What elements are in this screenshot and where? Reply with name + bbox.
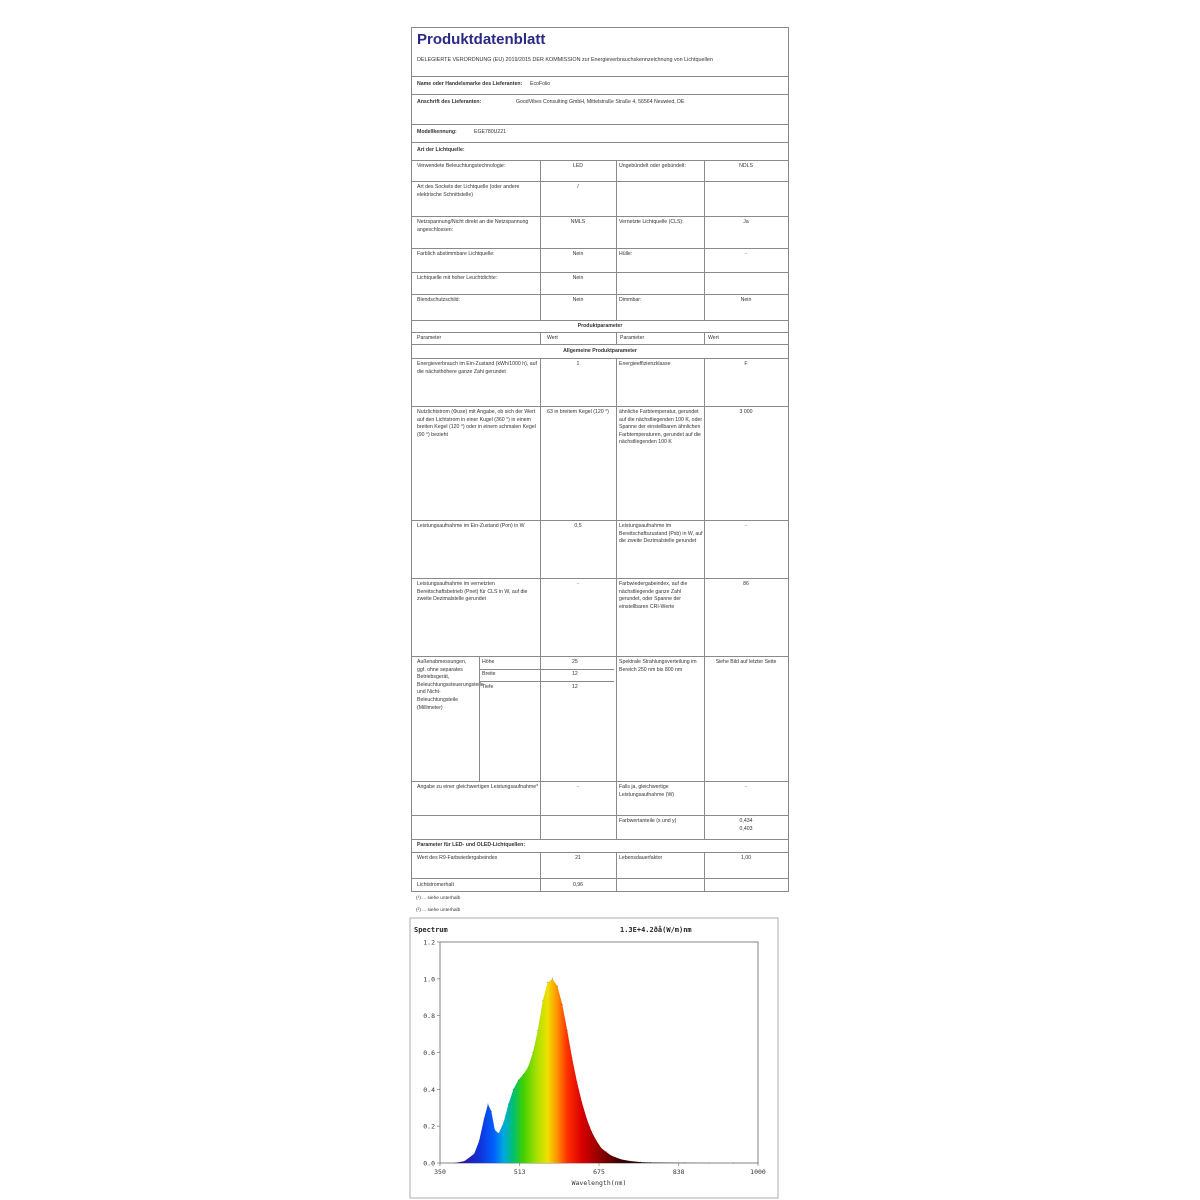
y-tick-label: 1.2: [423, 938, 435, 947]
maintenance-label: Lichtstromerhalt: [417, 882, 454, 888]
y-tick-label: 0.6: [423, 1049, 435, 1057]
param-label: Leistungsaufnahme im Ein-Zustand (Pon) in W: [417, 523, 525, 529]
spectrum-point: [606, 1152, 607, 1153]
spectrum-point: [562, 1004, 563, 1005]
supplier-value: EcoFolio: [530, 81, 551, 87]
param-value: -: [577, 581, 579, 587]
col-divider-2: [616, 160, 617, 320]
type-label: Art des Sockels der Lichtquelle (oder andere elektrische Schnittstelle): [417, 184, 520, 198]
r9-label: Wert des R9-Farbwiedergabeindex: [417, 855, 498, 861]
param-value-2: 86: [743, 581, 749, 587]
spectrum-point: [611, 1155, 612, 1156]
equiv-value: -: [577, 784, 579, 790]
spectrum-point: [518, 1080, 519, 1081]
param-header-w1: Wert: [547, 335, 558, 341]
model-label: Modellkennung:: [417, 129, 457, 135]
type-value: LED: [572, 163, 584, 169]
spectrum-point: [464, 1161, 465, 1162]
y-tick-label: 0.2: [423, 1122, 435, 1131]
type-value: /: [577, 184, 579, 190]
address-label: Anschrift des Lieferanten:: [417, 99, 482, 105]
param-header-p2: Parameter: [620, 335, 645, 341]
dim-height-label: Höhe: [482, 659, 495, 665]
light-type-row: [412, 181, 788, 216]
spectrum-point: [488, 1104, 489, 1105]
y-tick-label: 0.8: [423, 1012, 435, 1021]
equivalent-power-row: [412, 781, 788, 815]
spectrum-point: [709, 1163, 710, 1164]
param-label: Energieverbrauch im Ein-Zustand (kWh/1000 h), auf die nächsthöhere ganze Zahl gerundet: [417, 361, 537, 375]
x-tick-label: 838: [672, 1168, 685, 1176]
sheet-title: Produktdatenblatt: [417, 31, 546, 48]
param-label: Leistungsaufnahme im vernetzten Bereitschaftsbetrieb (Pnet) für CLS in W, auf die zweite Dezimalstelle gerundet: [417, 581, 528, 603]
led-row-r9: [412, 852, 788, 878]
general-header-row: [412, 344, 788, 358]
type-value-2: -: [745, 251, 747, 257]
chromaticity-label: Farbwertanteile (x und y): [619, 818, 677, 824]
product-params-header-row: [412, 320, 788, 332]
col-divider-g2: [616, 358, 617, 656]
light-type-row: [412, 216, 788, 248]
chart-title: Spectrum: [414, 926, 448, 934]
type-label-2: Ungebündelt oder gebündelt:: [619, 163, 686, 169]
spectrum-point: [523, 1074, 524, 1075]
spectrum-point: [577, 1082, 578, 1083]
spectrum-point: [684, 1162, 685, 1163]
spectrum-point: [586, 1118, 587, 1119]
spectrum-point: [596, 1141, 597, 1142]
equiv-label: Angabe zu einer gleichwertigen Leistungsaufnahme*: [417, 784, 539, 790]
param-label-2: Leistungsaufnahme im Bereitschaftszustand (Psb) in W, auf die zweite Dezimalstelle gerundet: [619, 523, 703, 545]
dim-width-label: Breite: [482, 671, 496, 677]
light-type-header: Art der Lichtquelle:: [417, 147, 465, 153]
spectrum-point: [503, 1122, 504, 1123]
maintenance-value: 0,96: [572, 882, 584, 888]
spectrum-point: [498, 1133, 499, 1134]
col-divider-e3: [704, 781, 705, 839]
general-param-row: [412, 520, 788, 578]
param-value-2: 3 000: [739, 409, 753, 415]
chromaticity-row: [412, 815, 788, 839]
spectrum-point: [567, 1030, 568, 1031]
param-label: Nutzlichtstrom (Φuse) mit Angabe, ob sich der Wert auf den Lichtstrom in einer Kugel (360 °) in einem breiten Kegel (120 °) oder in einem schmalen Kegel (90 °) bezieht: [417, 409, 536, 438]
col-divider-3: [704, 160, 705, 320]
led-row-maintenance: [412, 878, 788, 892]
light-type-header-row: [412, 142, 788, 160]
col-divider-l3: [704, 852, 705, 892]
dim-depth-label: Tiefe: [482, 684, 494, 690]
x-tick-label: 513: [513, 1168, 526, 1176]
r9-value: 21: [575, 855, 581, 861]
spectrum-point: [537, 1030, 538, 1031]
col-divider-g1: [540, 358, 541, 656]
spectrum-point: [557, 986, 558, 987]
spectrum-point: [474, 1153, 475, 1154]
spectrum-point: [513, 1089, 514, 1090]
col-divider-d1: [540, 656, 541, 781]
col-divider-e2: [616, 781, 617, 839]
general-header: Allgemeine Produktparameter: [563, 348, 637, 354]
col-divider-d3: [704, 656, 705, 781]
sheet-intro: DELEGIERTE VERORDNUNG (EU) 2019/2015 DER KOMMISSION zur Energieverbrauchskennzeichnung von Lichtquellen: [417, 57, 713, 63]
col-divider-e1: [540, 781, 541, 839]
col-divider-h3: [704, 332, 705, 344]
type-label: Blendschutzschild:: [417, 297, 460, 303]
y-tick-label: 1.0: [423, 975, 435, 984]
type-value-2: Ja: [743, 219, 749, 225]
spectral-value: Siehe Bild auf letzter Seite: [715, 659, 777, 665]
lifetime-value: 1,00: [740, 855, 752, 861]
type-label: Verwendete Beleuchtungstechnologie:: [417, 163, 506, 169]
spectrum-point: [758, 1163, 759, 1164]
type-value: Nein: [572, 297, 584, 303]
spectrum-point: [479, 1141, 480, 1142]
spectrum-point: [491, 1111, 492, 1112]
type-label-2: Hülle:: [619, 251, 633, 257]
light-type-row: [412, 248, 788, 272]
spectrum-point: [528, 1067, 529, 1068]
type-label: Lichtquelle mit hoher Leuchtdichte:: [417, 275, 498, 281]
spectrum-point: [454, 1163, 455, 1164]
col-divider-h1: [540, 332, 541, 344]
spectrum-point: [621, 1159, 622, 1160]
spectrum-point: [660, 1162, 661, 1163]
type-label: Netzspannung/Nicht direkt an die Netzspannung angeschlossen:: [417, 219, 529, 233]
param-label-2: Farbwiedergabeindex, auf die nächstliegende ganze Zahl gerundet, oder Spanne der einstellbaren CRI-Werte: [619, 581, 688, 610]
param-header-row: [412, 332, 788, 344]
footnote-2: (²) ... siehe unterhalb: [416, 908, 461, 913]
spectrum-point: [552, 978, 553, 979]
equiv-power-label: Falls ja, gleichwertige Leistungsaufnahme (W): [619, 784, 675, 798]
dim-width-value: 12: [572, 671, 578, 677]
footnote-1: (¹) ... siehe unterhalb: [416, 896, 461, 901]
supplier-row: [412, 76, 788, 94]
general-param-row: [412, 406, 788, 520]
spectrum-point: [591, 1131, 592, 1132]
equiv-power-value: -: [745, 784, 747, 790]
model-row: [412, 124, 788, 142]
spectrum-point: [533, 1052, 534, 1053]
light-type-row: [412, 160, 788, 181]
type-value: Nein: [572, 275, 584, 281]
y-tick-label: 0.4: [423, 1085, 435, 1094]
x-axis-label: Wavelength(nm): [571, 1179, 627, 1187]
spectrum-chart: [410, 918, 778, 1198]
spectrum-point: [542, 1001, 543, 1002]
x-tick-label: 1000: [750, 1168, 766, 1176]
supplier-label: Name oder Handelsmarke des Lieferanten:: [417, 81, 523, 87]
spectrum-point: [508, 1104, 509, 1105]
spectrum-point: [484, 1118, 485, 1119]
type-label-2: Dimmbar:: [619, 297, 642, 303]
type-value: Nein: [572, 251, 584, 257]
model-value: EGE780U221: [474, 129, 507, 135]
col-divider-l1: [540, 852, 541, 892]
light-type-row: [412, 272, 788, 294]
param-value-2: -: [745, 523, 747, 529]
chart-annotation: 1.3E+4.2ðå(W/m)nm: [620, 926, 692, 934]
x-tick-label: 350: [434, 1168, 446, 1176]
address-row: [412, 94, 788, 124]
type-value-2: Nein: [740, 297, 752, 303]
spectrum-point: [547, 982, 548, 983]
led-header: Parameter für LED- und OLED-Lichtquellen:: [417, 842, 526, 848]
type-value: NMLS: [570, 219, 586, 225]
param-header-w2: Wert: [708, 335, 719, 341]
spectrum-point: [494, 1129, 495, 1130]
address-value: GoodVibes Consulting GmbH, Mittelstraße Straße 4, 56564 Neuwied, DE: [516, 99, 685, 105]
led-header-row: [412, 839, 788, 852]
spectrum-point: [630, 1161, 631, 1162]
spectrum-point: [733, 1163, 734, 1164]
x-tick-label: 675: [593, 1168, 605, 1176]
spectrum-point: [640, 1162, 641, 1163]
col-divider-l2: [616, 852, 617, 892]
param-header-p1: Parameter: [417, 335, 442, 341]
general-param-row: [412, 358, 788, 406]
spectrum-point: [601, 1148, 602, 1149]
spectrum-point: [650, 1162, 651, 1163]
spectrum-point: [581, 1102, 582, 1103]
light-type-row: [412, 294, 788, 320]
product-params-header: Produktparameter: [577, 323, 623, 329]
param-value: 1: [576, 361, 580, 367]
type-label-2: Vernetzte Lichtquelle (CLS):: [619, 219, 684, 225]
spectrum-point: [572, 1058, 573, 1059]
lifetime-label: Lebensdauerfaktor: [619, 855, 663, 861]
type-label: Farblich abstimmbare Lichtquelle:: [417, 251, 495, 257]
type-value-2: NDLS: [739, 163, 753, 169]
col-divider-d2: [616, 656, 617, 781]
general-param-row: [412, 578, 788, 656]
chromaticity-value: 0,434 0,403: [739, 818, 753, 832]
param-value: 0,5: [574, 523, 582, 529]
param-label-2: Energieeffizienzklasse: [619, 361, 671, 367]
col-divider-1: [540, 160, 541, 320]
param-value: 63 in breitem Kegel (120 °): [547, 409, 609, 415]
dimensions-row: [412, 656, 788, 781]
product-data-sheet: [411, 27, 789, 892]
dimensions-label: Außenabmessungen, ggf. ohne separates Betriebsgerät, Beleuchtungssteuerungsteile und Nicht-Beleuchtungsteile (Millimeter): [417, 659, 484, 711]
col-divider-g3: [704, 358, 705, 656]
spectral-label: Spektrale Strahlungsverteilung im Bereich 250 nm bis 800 nm: [619, 659, 697, 673]
dim-depth-value: 12: [572, 684, 578, 690]
col-divider-h2: [616, 332, 617, 344]
param-label-2: ähnliche Farbtemperatur, gerundet auf die nächstliegenden 100 K, oder Spanne der einstellbaren ähnlichen Farbtemperaturen, gerundet auf die nächstliegenden 100 K: [619, 409, 703, 446]
param-value-2: F: [744, 361, 748, 367]
y-tick-label: 0.0: [423, 1159, 435, 1168]
dim-height-value: 25: [572, 659, 578, 665]
